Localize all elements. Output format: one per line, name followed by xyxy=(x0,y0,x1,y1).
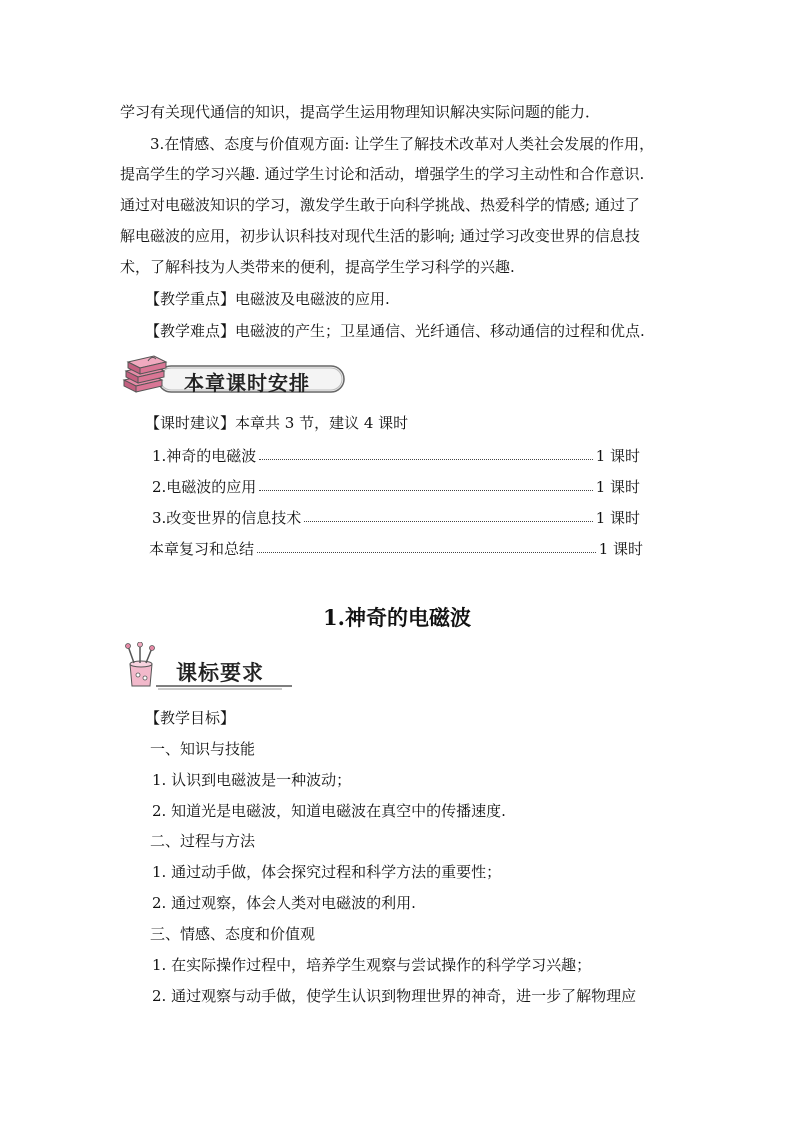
key-point: 【教学重点】电磁波及电磁波的应用. xyxy=(145,290,390,308)
goal-item: 1. 在实际操作过程中，培养学生观察与尝试操作的科学学习兴趣； xyxy=(152,956,592,974)
intro-line-1: 学习有关现代通信的知识，提高学生运用物理知识解决实际问题的能力． xyxy=(120,103,601,121)
schedule-row-label: 本章复习和总结 xyxy=(149,539,255,558)
schedule-row-hours: 1 课时 xyxy=(595,477,640,496)
schedule-row xyxy=(149,537,643,559)
section-title: 1.神奇的电磁波 xyxy=(323,605,471,630)
standards-banner xyxy=(122,642,294,690)
schedule-row xyxy=(152,475,640,497)
intro-line-2: 3.在情感、态度与价值观方面: 让学生了解技术改革对人类社会发展的作用， xyxy=(150,135,655,153)
schedule-row-label: 3.改变世界的信息技术 xyxy=(152,508,302,527)
schedule-row-label: 1.神奇的电磁波 xyxy=(152,446,257,465)
leader-dots xyxy=(304,520,592,522)
goal-item: 2. 通过观察，体会人类对电磁波的利用. xyxy=(152,894,416,912)
schedule-banner-title: 本章课时安排 xyxy=(184,371,310,395)
intro-line-6: 术，了解科技为人类带来的便利，提高学生学习科学的兴趣. xyxy=(120,258,515,276)
difficult-point: 【教学难点】电磁波的产生；卫星通信、光纤通信、移动通信的过程和优点. xyxy=(145,322,645,340)
intro-line-3: 提高学生的学习兴趣. 通过学生讨论和活动，增强学生的学习主动性和合作意识. xyxy=(120,165,645,183)
schedule-banner xyxy=(122,352,348,396)
schedule-suggestion: 【课时建议】本章共 3 节，建议 4 课时 xyxy=(145,414,409,432)
schedule-row-hours: 1 课时 xyxy=(598,539,643,558)
goal-item: 1. 通过动手做，体会探究过程和科学方法的重要性； xyxy=(152,863,502,881)
goals-heading: 【教学目标】 xyxy=(145,709,236,727)
leader-dots xyxy=(257,551,596,553)
leader-dots xyxy=(259,489,592,491)
schedule-row xyxy=(152,506,640,528)
goal-item: 1. 认识到电磁波是一种波动； xyxy=(152,771,352,789)
goal-category: 二、过程与方法 xyxy=(150,832,256,850)
intro-line-4: 通过对电磁波知识的学习，激发学生敢于向科学挑战、热爱科学的情感; 通过了 xyxy=(120,196,640,214)
leader-dots xyxy=(259,458,592,460)
intro-line-5: 解电磁波的应用，初步认识科技对现代生活的影响; 通过学习改变世界的信息技 xyxy=(120,227,640,245)
schedule-row-hours: 1 课时 xyxy=(595,508,640,527)
schedule-row xyxy=(152,444,640,466)
schedule-row-label: 2.电磁波的应用 xyxy=(152,477,257,496)
standards-banner-title: 课标要求 xyxy=(176,661,264,685)
goal-item: 2. 通过观察与动手做，使学生认识到物理世界的神奇，进一步了解物理应 xyxy=(152,987,637,1005)
goal-category: 一、知识与技能 xyxy=(150,740,256,758)
schedule-row-hours: 1 课时 xyxy=(595,446,640,465)
goal-category: 三、情感、态度和价值观 xyxy=(150,925,316,943)
goal-item: 2. 知道光是电磁波，知道电磁波在真空中的传播速度. xyxy=(152,802,506,820)
